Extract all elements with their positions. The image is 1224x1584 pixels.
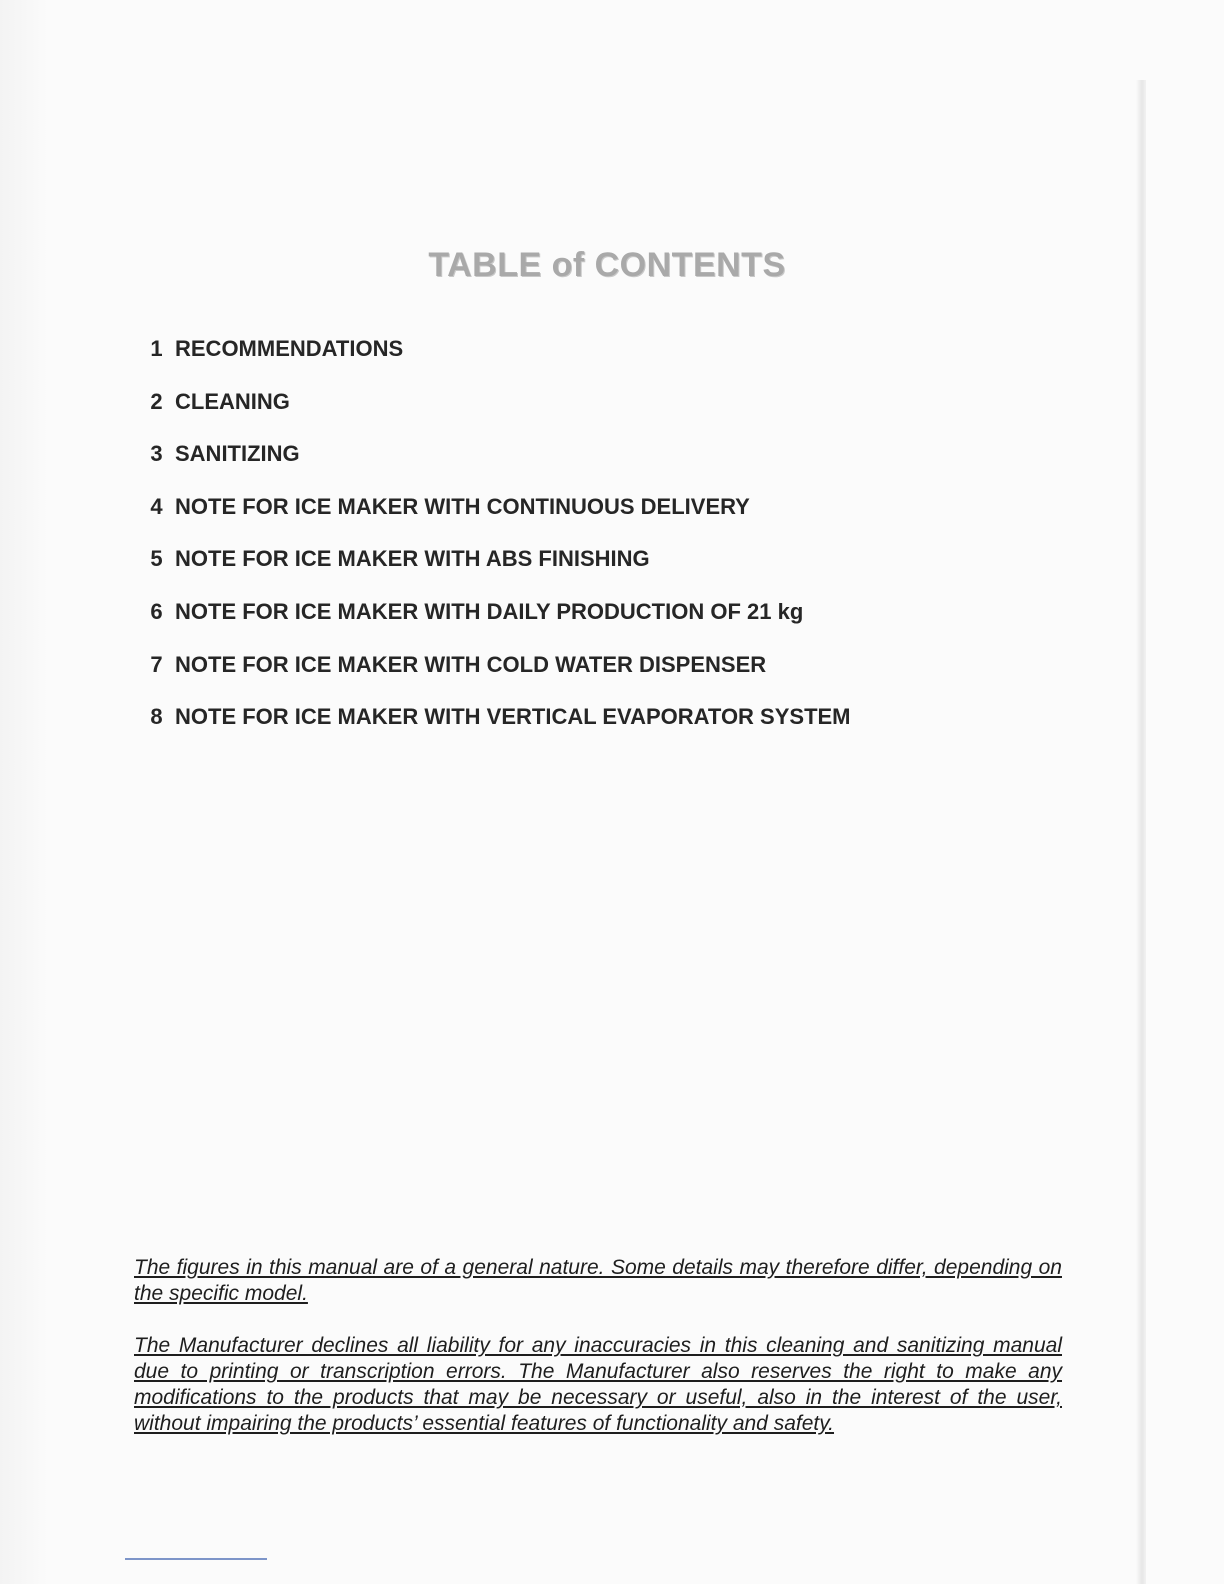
toc-item-label: CLEANING xyxy=(175,388,290,414)
toc-item xyxy=(138,599,851,652)
toc-item-label: NOTE FOR ICE MAKER WITH ABS FINISHING xyxy=(175,546,650,572)
toc-item-number: 5 xyxy=(150,546,163,572)
toc-item-label: NOTE FOR ICE MAKER WITH VERTICAL EVAPORATOR SYSTEM xyxy=(175,704,851,730)
scan-edge-left xyxy=(0,0,48,1584)
toc-item-label: NOTE FOR ICE MAKER WITH COLD WATER DISPENSER xyxy=(175,651,767,677)
toc-item-number: 2 xyxy=(150,388,163,414)
toc-item xyxy=(138,441,851,494)
toc-item-number: 7 xyxy=(150,651,163,677)
footer-divider xyxy=(125,1558,267,1560)
toc-item-label: RECOMMENDATIONS xyxy=(175,336,404,361)
figures-disclaimer: The figures in this manual are of a general nature. Some details may therefore differ, depending on the specific model. xyxy=(134,1256,1062,1305)
page-title: TABLE of CONTENTS xyxy=(428,246,786,284)
scan-edge-right xyxy=(1136,80,1146,1584)
toc-item xyxy=(138,652,851,705)
toc-item-label: NOTE FOR ICE MAKER WITH DAILY PRODUCTION OF 21 kg xyxy=(175,598,804,624)
toc-item-number: 3 xyxy=(150,441,163,467)
toc-item xyxy=(138,546,851,599)
toc-item xyxy=(138,336,851,389)
liability-disclaimer: The Manufacturer declines all liability for any inaccuracies in this cleaning and sanitizing manual due to printing or transcription errors. The Manufacturer also reserves the right to make any modifications to the products that may be necessary or useful, also in the interest of the user, without impairing the products’ essential features of functionality and safety. xyxy=(134,1334,1062,1435)
toc-item-number: 8 xyxy=(150,704,163,730)
toc-item xyxy=(138,389,851,442)
toc-item xyxy=(138,494,851,547)
toc-item-number: 1 xyxy=(150,336,163,361)
toc-item-label: NOTE FOR ICE MAKER WITH CONTINUOUS DELIVERY xyxy=(175,493,750,519)
table-of-contents xyxy=(138,336,851,757)
toc-item xyxy=(138,704,851,757)
toc-item-number: 6 xyxy=(150,598,163,624)
toc-item-number: 4 xyxy=(150,493,163,519)
toc-item-label: SANITIZING xyxy=(175,441,300,467)
